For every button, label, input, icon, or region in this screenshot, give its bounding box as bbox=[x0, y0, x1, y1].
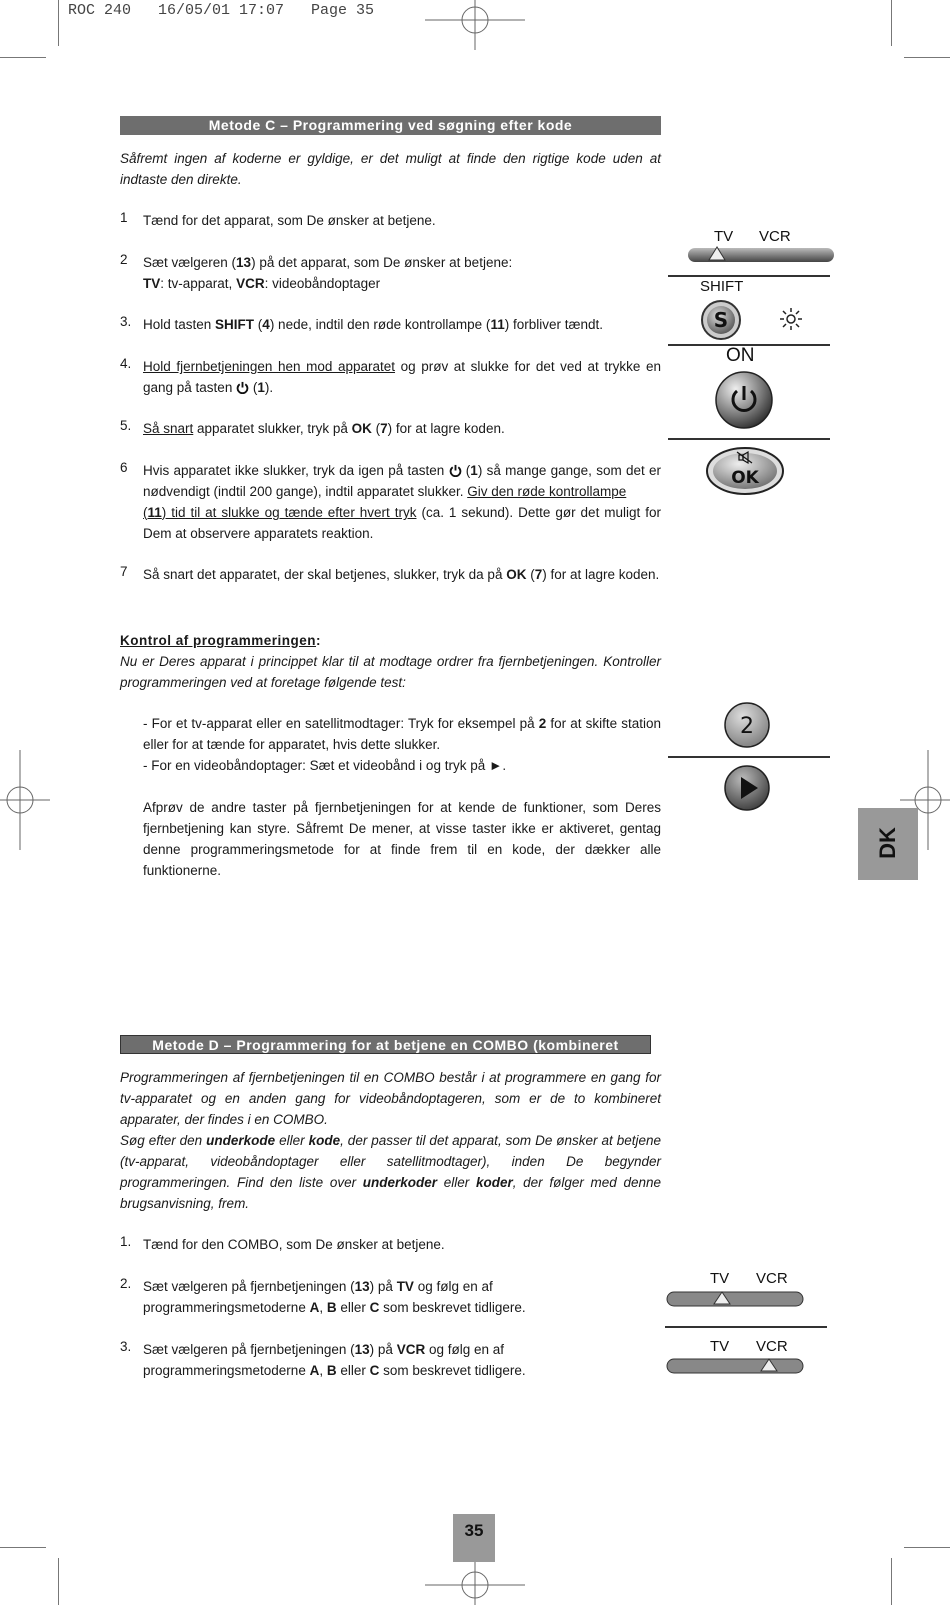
step-text: Sæt vælgeren på fjernbetjeningen (13) på TV og følg en af programmeringsmetoderne A, B eller C som beskrevet tidligere. bbox=[143, 1279, 526, 1315]
method-d-search-note: Søg efter den underkode eller kode, der passer til det apparat, som De ønsker at betjene (tv-apparat, videobåndoptager eller satellitmodtager), inden De begynder programmeringen. Find den liste over underkoder eller koder, der følger med denne brugsanvisning, frem. bbox=[120, 1133, 662, 1211]
tv-label: TV bbox=[710, 1270, 730, 1287]
vcr-label: VCR bbox=[756, 1338, 788, 1355]
registration-mark-top bbox=[420, 0, 530, 50]
step-text: Hold fjernbetjeningen hen mod apparatet og prøv at slukke for det ved at trykke en gang på tasten (1). bbox=[143, 359, 661, 395]
step-text: Så snart apparatet slukker, tryk på OK (7) for at lagre koden. bbox=[143, 421, 505, 436]
registration-mark-left bbox=[0, 750, 50, 850]
step-number: 7 bbox=[120, 564, 128, 579]
crop-mark bbox=[0, 57, 46, 58]
ok-mute-key bbox=[705, 446, 785, 496]
step-text: Sæt vælgeren (13) på det apparat, som De ønsker at betjene: TV: tv-apparat, VCR: videobåndoptager bbox=[143, 255, 513, 291]
svg-text:2: 2 bbox=[740, 714, 754, 739]
shift-label: SHIFT bbox=[700, 278, 744, 295]
step-number: 1 bbox=[120, 210, 128, 225]
svg-text:OK: OK bbox=[731, 468, 759, 488]
crop-mark bbox=[891, 1558, 892, 1605]
step-text: Så snart det apparatet, der skal betjenes, slukker, tryk da på OK (7) for at lagre koden. bbox=[143, 567, 660, 582]
power-icon bbox=[236, 381, 249, 394]
language-tab: DK bbox=[858, 808, 918, 880]
step-text: Sæt vælgeren på fjernbetjeningen (13) på VCR og følg en af programmeringsmetoderne A, B eller C som beskrevet tidligere. bbox=[143, 1342, 526, 1378]
registration-mark-bottom bbox=[420, 1555, 530, 1605]
tv-label: TV bbox=[710, 1338, 730, 1355]
divider bbox=[668, 275, 830, 277]
step-number: 2. bbox=[120, 1276, 132, 1291]
crop-mark bbox=[58, 1558, 59, 1605]
svg-text:S: S bbox=[713, 308, 729, 332]
on-label: ON bbox=[726, 345, 755, 366]
on-power-key bbox=[714, 370, 774, 430]
step-text: Tænd for den COMBO, som De ønsker at betjene. bbox=[143, 1237, 445, 1252]
method-c-intro: Såfremt ingen af koderne er gyldige, er det muligt at finde den rigtige kode uden at indtaste den direkte. bbox=[120, 151, 661, 187]
control-bullet-vcr: - For en videobåndoptager: Sæt et videobånd i og tryk på ►. bbox=[143, 758, 507, 773]
vcr-label: VCR bbox=[759, 228, 791, 245]
tv-vcr-slider-tv bbox=[665, 1289, 805, 1309]
step-text: Tænd for det apparat, som De ønsker at betjene. bbox=[143, 213, 436, 228]
digit-2-key bbox=[723, 701, 771, 749]
divider bbox=[668, 756, 830, 758]
vcr-label: VCR bbox=[756, 1270, 788, 1287]
tv-label: TV bbox=[714, 228, 734, 245]
crop-mark bbox=[904, 1547, 950, 1548]
play-key bbox=[723, 764, 771, 812]
step-number: 4. bbox=[120, 356, 132, 371]
step-number: 2 bbox=[120, 252, 128, 267]
crop-mark bbox=[58, 0, 59, 46]
crop-mark bbox=[0, 1547, 46, 1548]
crop-mark bbox=[891, 0, 892, 46]
step-number: 3. bbox=[120, 314, 132, 329]
tv-vcr-slider bbox=[668, 246, 834, 266]
led-lamp-icon bbox=[779, 307, 803, 331]
step-text: Hold tasten SHIFT (4) nede, indtil den røde kontrollampe (11) forbliver tændt. bbox=[143, 317, 604, 332]
control-bullet-tv: - For et tv-apparat eller en satellitmodtager: Tryk for eksempel på 2 for at skifte station eller for at tænde for apparatet, hvis dette slukker. bbox=[143, 716, 661, 752]
control-outro: Afprøv de andre taster på fjernbetjeningen for at kende de funktioner, som Deres fjernbetjening kan styre. Såfremt De mener, at visse taster ikke er aktiveret, gentag denne programmeringsmetode for at finde frem til en kode, der dækker alle funktionerne. bbox=[143, 800, 661, 878]
step-number: 5. bbox=[120, 418, 132, 433]
step-text: Hvis apparatet ikke slukker, tryk da igen på tasten (1) så mange gange, som det er nødvendigt (indtil 200 gange), indtil apparatet slukker. Giv den røde kontrollampe (11) tid til at slukke og tænde efter hvert tryk (ca. 1 sekund). Dette gør det muligt for Dem at observere apparatets reaktion. bbox=[143, 463, 661, 541]
section-heading-method-c: Metode C – Programmering ved søgning efter kode bbox=[120, 116, 661, 135]
print-slug: ROC 240 16/05/01 17:07 Page 35 bbox=[68, 2, 375, 19]
control-heading: Kontrol af programmeringen: bbox=[120, 633, 322, 648]
divider bbox=[668, 438, 830, 440]
step-number: 6 bbox=[120, 460, 128, 475]
crop-mark bbox=[904, 57, 950, 58]
control-intro: Nu er Deres apparat i princippet klar til at modtage ordrer fra fjernbetjeningen. Kontroller programmeringen ved at foretage følgende test: bbox=[120, 654, 661, 690]
section-heading-method-d: Metode D – Programmering for at betjene en COMBO (kombineret TV/VCR) bbox=[120, 1035, 651, 1054]
divider bbox=[665, 1326, 827, 1328]
method-d-intro: Programmeringen af fjernbetjeningen til en COMBO består i at programmere en gang for tv-apparatet og en anden gang for videobåndoptageren, som er de to kombineret apparater, der findes i en COMBO. bbox=[120, 1070, 661, 1127]
step-number: 1. bbox=[120, 1234, 132, 1249]
page-number: 35 bbox=[453, 1514, 495, 1562]
step-number: 3. bbox=[120, 1339, 132, 1354]
shift-s-key bbox=[700, 299, 744, 341]
tv-vcr-slider-vcr bbox=[665, 1356, 805, 1376]
power-icon bbox=[449, 464, 462, 477]
